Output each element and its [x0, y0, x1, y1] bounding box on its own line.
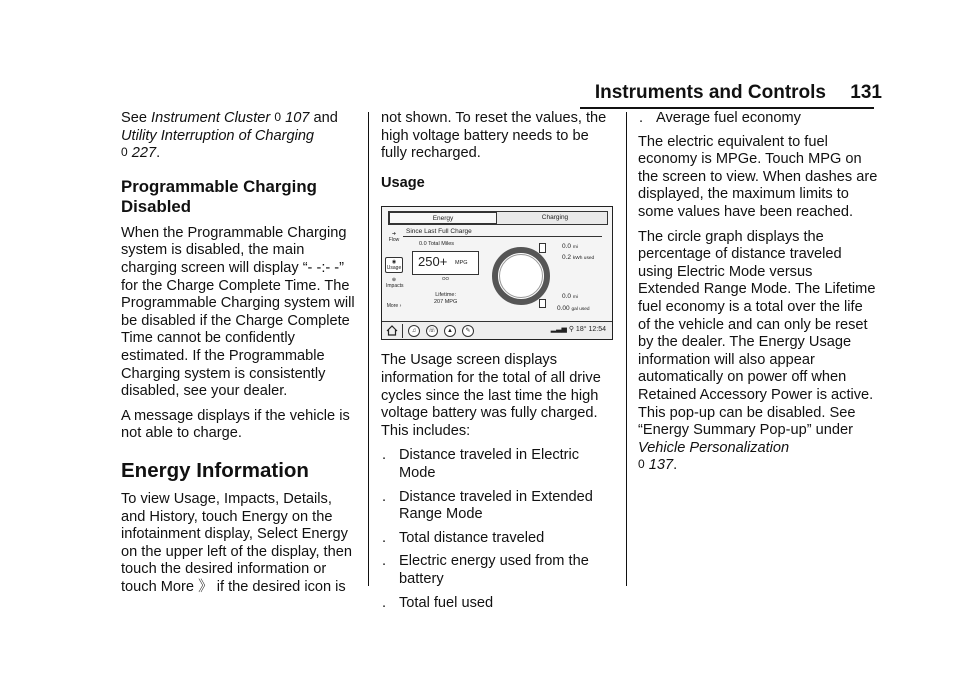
list-item: . Total fuel used — [382, 594, 494, 611]
page-header — [588, 82, 888, 108]
page-ref-107[interactable]: 107 — [285, 110, 310, 126]
figure-impacts-item: ⊕ Impacts — [386, 277, 404, 290]
page-ref-227[interactable]: 227 — [131, 145, 157, 162]
link-instrument-cluster[interactable]: Instrument Cluster — [151, 110, 271, 126]
flow-icon: ➜ — [391, 231, 397, 238]
figure-more-item: More › — [386, 303, 402, 310]
list-item: . Distance traveled in Electric Mode — [382, 447, 580, 481]
list-item: . Total distance traveled — [382, 529, 545, 546]
list-item: . Average fuel economy — [639, 110, 801, 126]
location-pin-icon: ⚲ — [568, 326, 574, 334]
more-chevron-icon: 》 — [198, 578, 213, 595]
page-ref-icon: 0 — [638, 457, 645, 472]
list-item: . Electric energy used from the battery — [382, 553, 589, 587]
figure-total-miles: 0.0 Total Miles — [419, 241, 455, 248]
column-2 — [381, 110, 613, 618]
figure-mpg-box — [412, 251, 479, 282]
signal-icon: ▂▃▅ — [550, 326, 567, 334]
figure-extended-miles: 0.0 mi — [562, 293, 578, 301]
home-icon — [386, 325, 398, 336]
figure-tab-energy: Energy — [389, 212, 497, 224]
subheading-usage: Usage — [381, 174, 425, 191]
column-1 — [121, 110, 357, 603]
figure-tab-charging: Charging — [541, 214, 569, 222]
figure-flow-item: ➜ Flow — [386, 231, 402, 243]
figure-bottom-bar — [382, 321, 612, 339]
figure-time: 12:54 — [588, 326, 606, 334]
figure-electric-miles: 0.0 mi — [562, 243, 578, 251]
usage-screen-figure — [381, 206, 613, 340]
page-ref-137[interactable]: 137 — [648, 457, 674, 474]
figure-kwh-used: 0.2 kWh used — [562, 254, 595, 262]
navigation-icon: ▲ — [444, 325, 456, 337]
impacts-icon: ⊕ — [391, 277, 397, 284]
paragraph-mpge: The electric equivalent to fuel economy is MPGe. Touch MPG on the screen to view. When dashes are displayed, the maximum limits to some values have been reached. — [638, 133, 878, 220]
fuel-economy-bullet — [638, 110, 878, 128]
paragraph-energy-intro: To view Usage, Impacts, Details, and History, touch Energy on the infotainment display, Select Energy on the upper left of the display, then touch the desired information or touch More 》 if the desired icon is — [121, 490, 352, 595]
fuel-pump-icon — [539, 299, 546, 308]
heading-energy-information: Energy Information — [121, 458, 309, 482]
figure-gal-used: 0.00 gal used — [557, 305, 590, 313]
paragraph-reset: not shown. To reset the values, the high voltage battery needs to be fully recharged. — [381, 110, 607, 162]
paragraph-programmable: When the Programmable Charging system is disabled, the main charging screen will display “- -:- -” for the Charge Complete Time. The Programmable Charging system will be disabled if the Charge Complete Time cannot be confidently estimated. If the Programmable Charging system is consistently disabled, see your dealer. — [121, 224, 355, 400]
figure-tab-bar — [388, 211, 608, 225]
battery-icon — [539, 243, 546, 253]
paragraph-not-able: A message displays if the vehicle is not able to charge. — [121, 407, 350, 442]
climate-icon: ✎ — [462, 325, 474, 337]
header-rule — [580, 107, 874, 109]
usage-bullet-list — [381, 447, 613, 612]
column-3 — [638, 110, 878, 482]
usage-icon: ◉ — [391, 259, 397, 266]
chevron-right-icon: › — [399, 303, 402, 310]
audio-icon: ♫ — [408, 325, 420, 337]
page-ref-icon: 0 — [274, 110, 282, 124]
figure-usage-item: ◉ Usage — [386, 259, 402, 272]
page-number: 131 — [850, 82, 882, 103]
link-utility-interruption[interactable]: Utility Interruption of Charging — [121, 127, 315, 144]
column-divider-2 — [626, 112, 627, 586]
section-title: Instruments and Controls — [594, 82, 826, 103]
heading-programmable-charging: Programmable Charging Disabled — [121, 176, 317, 216]
link-vehicle-personalization[interactable]: Vehicle Personalization — [638, 439, 790, 456]
figure-lifetime: Lifetime: 207 MPG — [434, 292, 458, 306]
see-references: See Instrument Cluster 0 107 and Utility Interruption of Charging 0 227. — [121, 110, 338, 162]
paragraph-circle-graph: The circle graph displays the percentage of distance traveled using Electric Mode versus Extended Range Mode. The Lifetime fuel economy is a total over the life of the vehicle and can only be reset by the dealer. The Energy Usage information will also appear automatically on power off when Retained Accessory Power is active. This pop-up can be disabled. See “Energy Summary Pop-up” under Vehicle Personalization 0 137. — [638, 228, 876, 474]
figure-status-area — [551, 326, 606, 334]
phone-icon: ☏ — [426, 325, 438, 337]
figure-mpg-sub: OO — [441, 276, 449, 282]
figure-temperature: 18° — [575, 326, 587, 334]
figure-bar-divider — [402, 324, 403, 338]
figure-since-label: Since Last Full Charge — [403, 228, 602, 237]
column-divider-1 — [368, 112, 369, 586]
paragraph-usage-screen: The Usage screen displays information for the total of all drive cycles since the last time the high voltage battery was fully charged. This includes: — [381, 352, 601, 439]
figure-mpg-value: 250+ — [418, 254, 448, 270]
list-item: . Distance traveled in Extended Range Mode — [382, 488, 593, 523]
figure-mpg-unit: MPG — [455, 260, 468, 267]
page-ref-icon: 0 — [121, 145, 128, 160]
